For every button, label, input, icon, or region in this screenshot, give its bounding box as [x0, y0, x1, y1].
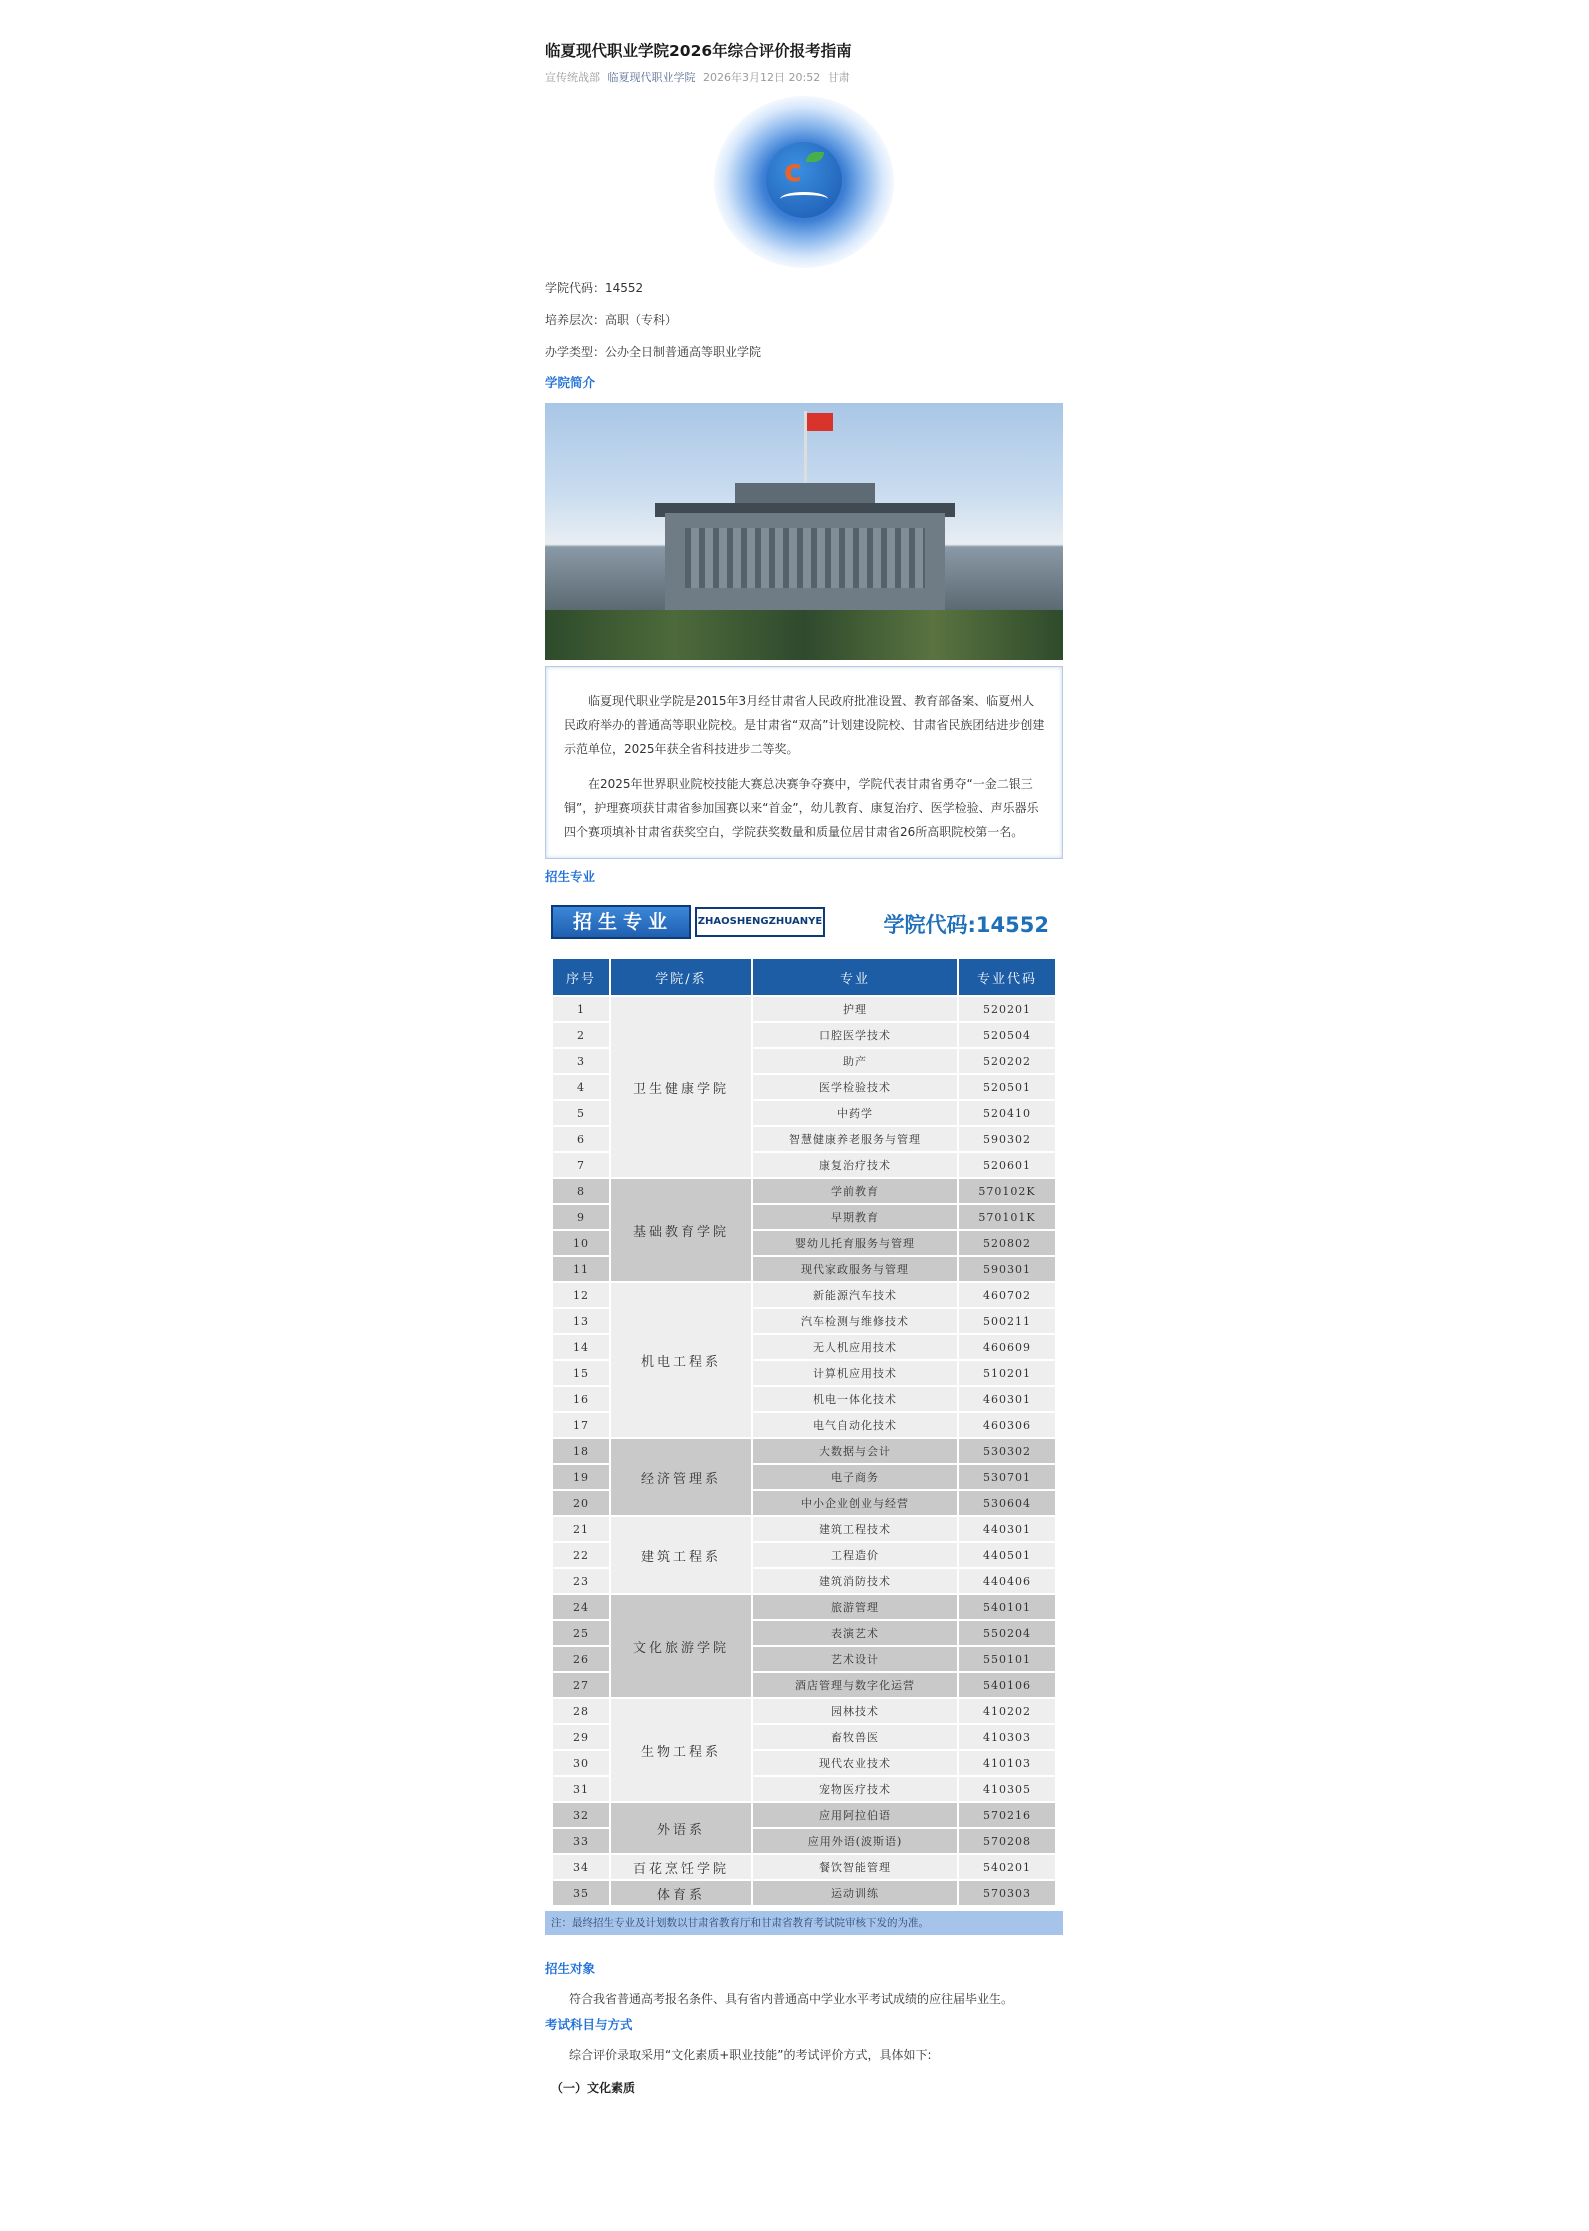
row-number: 29	[553, 1725, 609, 1749]
article-meta	[545, 70, 1063, 86]
major-name: 现代家政服务与管理	[753, 1257, 957, 1281]
major-name: 无人机应用技术	[753, 1335, 957, 1359]
row-number: 4	[553, 1075, 609, 1099]
major-name: 运动训练	[753, 1881, 957, 1905]
table-row	[553, 1699, 1055, 1723]
major-code: 460609	[959, 1335, 1055, 1359]
row-number: 3	[553, 1049, 609, 1073]
row-number: 19	[553, 1465, 609, 1489]
major-name: 中药学	[753, 1101, 957, 1125]
banner-tab-en: ZHAOSHENGZHUANYE	[695, 907, 825, 937]
major-code: 520601	[959, 1153, 1055, 1177]
major-code: 570208	[959, 1829, 1055, 1853]
campus-building-photo	[545, 403, 1063, 660]
major-name: 旅游管理	[753, 1595, 957, 1619]
major-name: 餐饮智能管理	[753, 1855, 957, 1879]
major-code: 520501	[959, 1075, 1055, 1099]
major-code: 460702	[959, 1283, 1055, 1307]
major-code: 520504	[959, 1023, 1055, 1047]
major-code: 410305	[959, 1777, 1055, 1801]
row-number: 20	[553, 1491, 609, 1515]
major-code: 520802	[959, 1231, 1055, 1255]
major-code: 590301	[959, 1257, 1055, 1281]
major-name: 建筑工程技术	[753, 1517, 957, 1541]
department-cell: 经济管理系	[611, 1439, 751, 1515]
exam-text: 综合评价录取采用“文化素质+职业技能”的考试评价方式，具体如下:	[569, 2048, 932, 2062]
major-code: 520410	[959, 1101, 1055, 1125]
row-number: 14	[553, 1335, 609, 1359]
department-cell: 基础教育学院	[611, 1179, 751, 1281]
majors-table	[551, 957, 1057, 1907]
major-name: 应用外语(波斯语)	[753, 1829, 957, 1853]
table-row	[553, 1595, 1055, 1619]
row-number: 23	[553, 1569, 609, 1593]
major-name: 现代农业技术	[753, 1751, 957, 1775]
row-number: 34	[553, 1855, 609, 1879]
college-logo-image: c	[714, 96, 894, 268]
target-text: 符合我省普通高考报名条件、具有省内普通高中学业水平考试成绩的应往届毕业生。	[569, 1992, 1014, 2006]
major-name: 表演艺术	[753, 1621, 957, 1645]
article-column	[545, 0, 1063, 2096]
major-code: 550204	[959, 1621, 1055, 1645]
info-college-code: 学院代码：14552	[545, 281, 644, 295]
row-number: 31	[553, 1777, 609, 1801]
major-name: 宠物医疗技术	[753, 1777, 957, 1801]
banner-college-code: 学院代码:14552	[883, 913, 1049, 937]
major-code: 570303	[959, 1881, 1055, 1905]
major-name: 康复治疗技术	[753, 1153, 957, 1177]
major-name: 汽车检测与维修技术	[753, 1309, 957, 1333]
row-number: 18	[553, 1439, 609, 1463]
row-number: 13	[553, 1309, 609, 1333]
table-row	[553, 1881, 1055, 1905]
department-cell: 体育系	[611, 1881, 751, 1905]
row-number: 15	[553, 1361, 609, 1385]
major-code: 530701	[959, 1465, 1055, 1489]
table-row	[553, 1517, 1055, 1541]
major-name: 酒店管理与数字化运营	[753, 1673, 957, 1697]
exam-subheading: （一）文化素质	[551, 2081, 636, 2095]
section-heading-intro: 学院简介	[545, 375, 596, 390]
major-name: 应用阿拉伯语	[753, 1803, 957, 1827]
major-code: 520202	[959, 1049, 1055, 1073]
row-number: 22	[553, 1543, 609, 1567]
row-number: 12	[553, 1283, 609, 1307]
major-name: 智慧健康养老服务与管理	[753, 1127, 957, 1151]
intro-text-box	[545, 666, 1063, 859]
section-heading-exam: 考试科目与方式	[545, 2017, 633, 2032]
major-code: 540201	[959, 1855, 1055, 1879]
major-code: 510201	[959, 1361, 1055, 1385]
major-name: 建筑消防技术	[753, 1569, 957, 1593]
banner-tab: 招生专业	[551, 905, 691, 939]
major-code: 440301	[959, 1517, 1055, 1541]
col-header: 专业代码	[959, 959, 1055, 995]
row-number: 8	[553, 1179, 609, 1203]
major-name: 婴幼儿托育服务与管理	[753, 1231, 957, 1255]
row-number: 11	[553, 1257, 609, 1281]
row-number: 33	[553, 1829, 609, 1853]
major-code: 590302	[959, 1127, 1055, 1151]
row-number: 1	[553, 997, 609, 1021]
row-number: 32	[553, 1803, 609, 1827]
row-number: 6	[553, 1127, 609, 1151]
info-training-level: 培养层次：高职（专科）	[545, 313, 678, 327]
table-row	[553, 1439, 1055, 1463]
major-code: 410303	[959, 1725, 1055, 1749]
col-header: 学院/系	[611, 959, 751, 995]
major-name: 艺术设计	[753, 1647, 957, 1671]
major-code: 530302	[959, 1439, 1055, 1463]
major-code: 440406	[959, 1569, 1055, 1593]
major-name: 医学检验技术	[753, 1075, 957, 1099]
major-name: 机电一体化技术	[753, 1387, 957, 1411]
row-number: 21	[553, 1517, 609, 1541]
table-row	[553, 1855, 1055, 1879]
majors-note: 注：最终招生专业及计划数以甘肃省教育厅和甘肃省教育考试院审核下发的为准。	[545, 1911, 1063, 1935]
major-code: 530604	[959, 1491, 1055, 1515]
majors-banner	[545, 893, 1063, 949]
major-code: 440501	[959, 1543, 1055, 1567]
major-code: 540101	[959, 1595, 1055, 1619]
department-cell: 机电工程系	[611, 1283, 751, 1437]
row-number: 17	[553, 1413, 609, 1437]
major-name: 畜牧兽医	[753, 1725, 957, 1749]
major-code: 410103	[959, 1751, 1055, 1775]
department-cell: 生物工程系	[611, 1699, 751, 1801]
article-location: 甘肃	[827, 71, 850, 84]
major-name: 电气自动化技术	[753, 1413, 957, 1437]
section-heading-majors: 招生专业	[545, 869, 596, 884]
major-name: 助产	[753, 1049, 957, 1073]
intro-paragraph: 临夏现代职业学院是2015年3月经甘肃省人民政府批准设置、教育部备案、临夏州人民政府举办的普通高等职业院校。是甘肃省“双高”计划建设院校、甘肃省民族团结进步创建示范单位，2025年获全省科技进步二等奖。	[564, 694, 1045, 756]
major-name: 计算机应用技术	[753, 1361, 957, 1385]
major-code: 500211	[959, 1309, 1055, 1333]
account-link[interactable]: 临夏现代职业学院	[607, 71, 696, 84]
major-name: 中小企业创业与经营	[753, 1491, 957, 1515]
intro-paragraph: 在2025年世界职业院校技能大赛总决赛争夺赛中，学院代表甘肃省勇夺“一金二银三铜”，护理赛项获甘肃省参加国赛以来“首金”，幼儿教育、康复治疗、医学检验、声乐器乐四个赛项填补甘肃省获奖空白，学院获奖数量和质量位居甘肃省26所高职院校第一名。	[564, 777, 1039, 839]
table-row	[553, 997, 1055, 1021]
major-name: 护理	[753, 997, 957, 1021]
row-number: 25	[553, 1621, 609, 1645]
department-cell: 文化旅游学院	[611, 1595, 751, 1697]
article-author: 宣传统战部	[545, 71, 600, 84]
info-school-type: 办学类型：公办全日制普通高等职业学院	[545, 345, 762, 359]
major-name: 口腔医学技术	[753, 1023, 957, 1047]
article-datetime: 2026年3月12日 20:52	[703, 71, 821, 84]
major-name: 电子商务	[753, 1465, 957, 1489]
article-title: 临夏现代职业学院2026年综合评价报考指南	[545, 42, 852, 60]
row-number: 16	[553, 1387, 609, 1411]
major-name: 新能源汽车技术	[753, 1283, 957, 1307]
major-code: 540106	[959, 1673, 1055, 1697]
major-name: 工程造价	[753, 1543, 957, 1567]
row-number: 26	[553, 1647, 609, 1671]
row-number: 27	[553, 1673, 609, 1697]
major-code: 460306	[959, 1413, 1055, 1437]
table-row	[553, 1179, 1055, 1203]
row-number: 10	[553, 1231, 609, 1255]
department-cell: 外语系	[611, 1803, 751, 1853]
row-number: 30	[553, 1751, 609, 1775]
major-code: 570216	[959, 1803, 1055, 1827]
table-row	[553, 1283, 1055, 1307]
department-cell: 百花烹饪学院	[611, 1855, 751, 1879]
department-cell: 卫生健康学院	[611, 997, 751, 1177]
row-number: 9	[553, 1205, 609, 1229]
row-number: 7	[553, 1153, 609, 1177]
major-code: 520201	[959, 997, 1055, 1021]
major-name: 园林技术	[753, 1699, 957, 1723]
section-heading-target: 招生对象	[545, 1961, 596, 1976]
major-name: 学前教育	[753, 1179, 957, 1203]
row-number: 28	[553, 1699, 609, 1723]
row-number: 35	[553, 1881, 609, 1905]
row-number: 5	[553, 1101, 609, 1125]
major-code: 550101	[959, 1647, 1055, 1671]
major-name: 早期教育	[753, 1205, 957, 1229]
major-name: 大数据与会计	[753, 1439, 957, 1463]
major-code: 460301	[959, 1387, 1055, 1411]
college-logo-wrap	[545, 96, 1063, 268]
col-header: 序号	[553, 959, 609, 995]
major-code: 570102K	[959, 1179, 1055, 1203]
col-header: 专业	[753, 959, 957, 995]
major-code: 410202	[959, 1699, 1055, 1723]
major-code: 570101K	[959, 1205, 1055, 1229]
department-cell: 建筑工程系	[611, 1517, 751, 1593]
table-row	[553, 1803, 1055, 1827]
row-number: 24	[553, 1595, 609, 1619]
row-number: 2	[553, 1023, 609, 1047]
